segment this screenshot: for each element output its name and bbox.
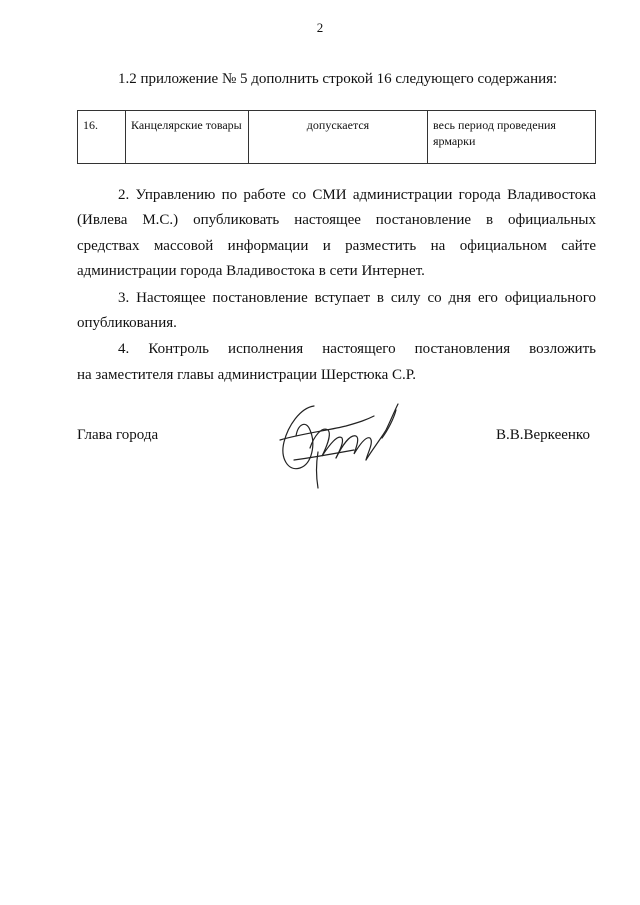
table-cell-period: весь период проведения ярмарки bbox=[428, 111, 596, 164]
para2-line2: (Ивлева М.С.) опубликовать настоящее постановление в официальных bbox=[77, 212, 596, 228]
handwritten-signature bbox=[270, 390, 420, 490]
page-number: 2 bbox=[316, 20, 324, 35]
para2-line4: администрации города Владивостока в сети Интернет. bbox=[77, 263, 425, 279]
para2-line3: средствах массовой информации и разместить на официальном сайте bbox=[77, 238, 596, 254]
para3-line1: 3. Настоящее постановление вступает в силу со дня его официального bbox=[118, 290, 596, 306]
table-row bbox=[78, 111, 596, 164]
signer-title: Глава города bbox=[77, 427, 159, 443]
table-cell-permission: допускается bbox=[249, 111, 428, 164]
intro-line: 1.2 приложение № 5 дополнить строкой 16 следующего содержания: bbox=[118, 71, 558, 87]
addendum-table bbox=[77, 110, 596, 164]
para4-line2: на заместителя главы администрации Шерстюка С.Р. bbox=[77, 367, 416, 383]
para3-line2: опубликования. bbox=[77, 315, 177, 331]
para4-line1: 4. Контроль исполнения настоящего постановления возложить bbox=[118, 341, 596, 357]
para2-line1: 2. Управлению по работе со СМИ администрации города Владивостока bbox=[118, 187, 596, 203]
table-cell-goods: Канцелярские товары bbox=[126, 111, 249, 164]
signer-name: В.В.Веркеенко bbox=[496, 427, 590, 443]
table-cell-number: 16. bbox=[78, 111, 126, 164]
